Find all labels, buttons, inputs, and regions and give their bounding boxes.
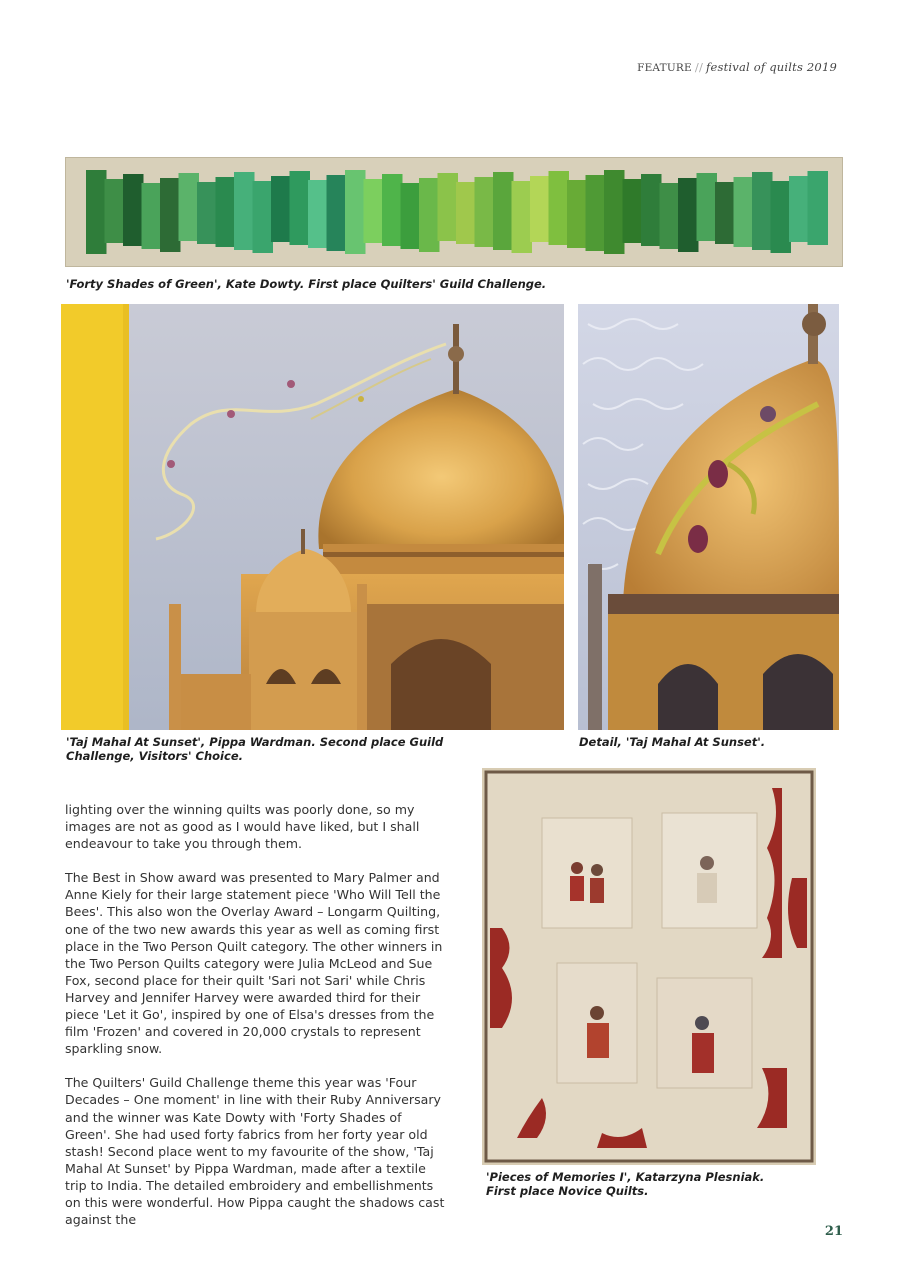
forty-shades-quilt-artwork: [66, 158, 842, 266]
fabric-strip: [290, 171, 311, 245]
pieces-caption-line-1: 'Pieces of Memories I', Katarzyna Plesniak.: [486, 1170, 765, 1184]
article-paragraph-1: lighting over the winning quilts was poorly done, so my images are not as good as I would have liked, but I shall endeavour to take you through them.: [65, 802, 420, 852]
forty-shades-quilt-image: [65, 157, 843, 267]
fabric-strip: [419, 178, 440, 252]
fabric-strip: [364, 179, 385, 243]
pieces-of-memories-caption: [486, 1170, 816, 1198]
fabric-strip: [678, 178, 699, 252]
taj-detail-image: [578, 304, 839, 730]
fabric-strip: [586, 175, 607, 251]
fabric-strip: [697, 173, 718, 241]
fabric-strip: [660, 183, 681, 249]
page-number: 21: [824, 1224, 843, 1239]
fabric-strip: [456, 182, 477, 244]
fabric-strip: [549, 171, 570, 245]
fabric-strip: [327, 175, 348, 251]
fabric-strip: [512, 181, 533, 253]
taj-detail-caption: Detail, 'Taj Mahal At Sunset'.: [579, 735, 766, 749]
fabric-strip: [160, 178, 181, 252]
fabric-strip: [604, 170, 625, 254]
fabric-strip: [715, 182, 736, 244]
pieces-of-memories-image: [482, 768, 816, 1165]
fabric-strip: [641, 174, 662, 246]
taj-mahal-caption: 'Taj Mahal At Sunset', Pippa Wardman. Second place Guild Challenge, Visitors' Choice.: [66, 735, 444, 763]
header-separator: //: [694, 60, 704, 74]
fabric-strip: [123, 174, 144, 246]
fabric-strip: [789, 176, 810, 242]
fabric-strip: [234, 172, 255, 250]
forty-shades-caption: 'Forty Shades of Green', Kate Dowty. First place Quilters' Guild Challenge.: [66, 277, 547, 291]
article-paragraph-2: The Best in Show award was presented to Mary Palmer and Anne Kiely for their large statement piece 'Who Will Tell the Bees'. This also won the Overlay Award – Longarm Quilting, one of the two new awards this year as well as coming first place in the Two Person Quilt category. The other winners in the Two Person Quilts category were Julia McLeod and Sue Fox, second place for their quilt 'Sari not Sari' while Chris Harvey and Jennifer Harvey were awarded third for their piece 'Let it Go', inspired by one of Elsa's dresses from the film 'Frozen' and covered in 20,000 crystals to represent sparkling snow.: [65, 870, 443, 1057]
article-paragraph-3: The Quilters' Guild Challenge theme this year was 'Four Decades – One moment' in line with their Ruby Anniversary and the winner was Kate Dowty with 'Forty Shades of Green'. She had used forty fabrics from her forty year old stash! Second place went to my favourite of the show, 'Taj Mahal At Sunset' by Pippa Wardman, made after a textile trip to India. The detailed embroidery and embellishments on this were wonderful. How Pippa caught the shadows cast against the: [65, 1075, 445, 1228]
fabric-strip: [401, 183, 422, 249]
fabric-strip: [493, 172, 514, 250]
fabric-strip: [197, 182, 218, 244]
fabric-strip: [142, 183, 163, 249]
running-header: [637, 60, 837, 74]
fabric-strip: [253, 181, 274, 253]
taj-mahal-artwork: [61, 304, 564, 730]
header-title: festival of quilts 2019: [706, 60, 837, 74]
fabric-strip: [86, 170, 107, 254]
fabric-strip: [734, 177, 755, 247]
fabric-strip: [345, 170, 366, 254]
fabric-strip: [808, 171, 829, 245]
fabric-strip: [271, 176, 292, 242]
fabric-strip: [752, 172, 773, 250]
pieces-of-memories-artwork: [482, 768, 816, 1165]
taj-mahal-quilt-image: [61, 304, 564, 730]
fabric-strip: [308, 180, 329, 248]
fabric-strip: [567, 180, 588, 248]
fabric-strip: [105, 179, 126, 243]
fabric-strip: [382, 174, 403, 246]
header-section: FEATURE: [637, 62, 692, 74]
fabric-strip: [179, 173, 200, 241]
fabric-strip: [771, 181, 792, 253]
fabric-strip: [530, 176, 551, 242]
taj-detail-artwork: [578, 304, 839, 730]
pieces-caption-line-2: First place Novice Quilts.: [486, 1184, 649, 1198]
fabric-strip: [216, 177, 237, 247]
fabric-strip: [438, 173, 459, 241]
article-body: [65, 801, 450, 1245]
fabric-strip: [475, 177, 496, 247]
fabric-strip: [623, 179, 644, 243]
